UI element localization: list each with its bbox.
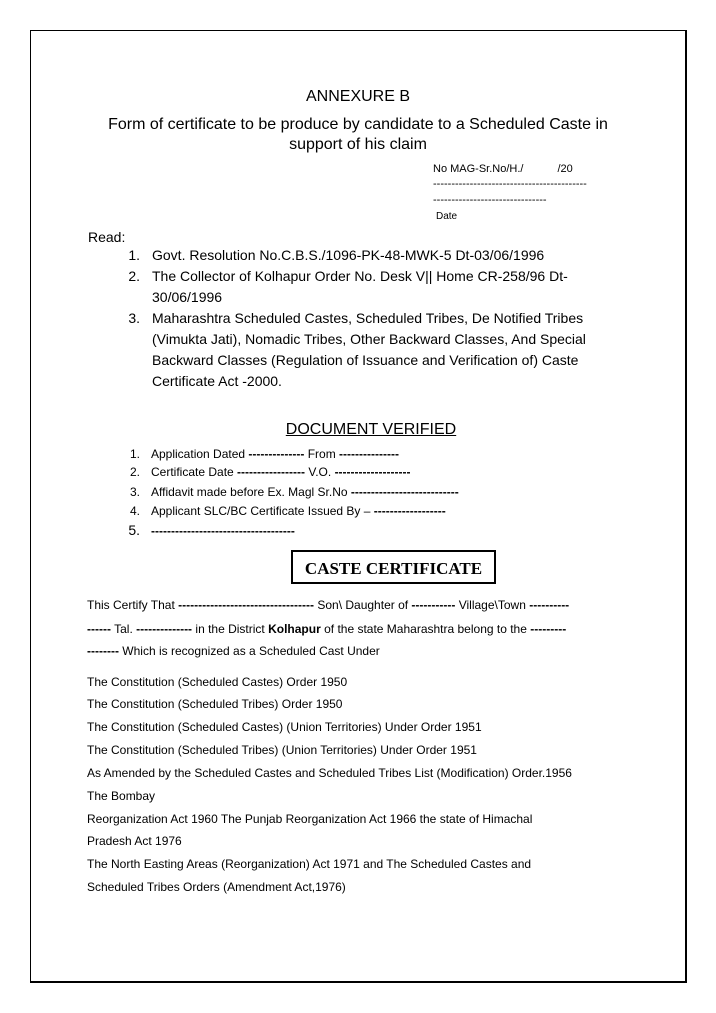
reference-line-2: -------------------------------: [433, 194, 547, 206]
order-line: Reorganization Act 1960 The Punjab Reorganization Act 1966 the state of Himachal: [87, 812, 533, 826]
annexure-title: ANNEXURE B: [305, 88, 411, 105]
order-line: The North Easting Areas (Reorganization) Act 1971 and The Scheduled Castes and: [87, 857, 532, 871]
certify-line-2: ------ Tal. -------------- in the District Kolhapur of the state Maharashtra belong to the ---------: [87, 622, 567, 636]
order-line: The Bombay: [87, 789, 156, 803]
reference-line-1: ------------------------------------------: [433, 178, 587, 190]
order-line: The Constitution (Scheduled Castes) (Union Territories) Under Order 1951: [87, 720, 482, 734]
order-line: The Constitution (Scheduled Castes) Order 1950: [87, 675, 348, 689]
documents-verified-title: DOCUMENT VERIFIED: [285, 421, 457, 438]
read-label: Read:: [88, 229, 126, 245]
reference-year: /20: [557, 163, 573, 175]
reference-no-label: No MAG-Sr.No/H./: [433, 163, 524, 175]
form-title-line2: support of his claim: [289, 136, 427, 153]
certify-line-1: This Certify That ---------------------------------- Son\ Daughter of ----------- Village\Town ----------: [87, 598, 570, 612]
reference-number: [433, 163, 573, 175]
caste-certificate-title: CASTE CERTIFICATE: [304, 559, 483, 578]
order-line: The Constitution (Scheduled Tribes) Order 1950: [87, 697, 343, 711]
order-line: As Amended by the Scheduled Castes and Scheduled Tribes List (Modification) Order.1956: [87, 766, 572, 780]
order-line: Pradesh Act 1976: [87, 834, 182, 848]
form-title-line1: Form of certificate to be produce by candidate to a Scheduled Caste in: [108, 116, 608, 133]
order-line: The Constitution (Scheduled Tribes) (Union Territories) Under Order 1951: [87, 743, 477, 757]
order-line: Scheduled Tribes Orders (Amendment Act,1976): [87, 880, 346, 894]
caste-certificate-box: [291, 550, 496, 584]
date-label: Date: [436, 211, 458, 222]
certify-line-3: -------- Which is recognized as a Scheduled Cast Under: [87, 644, 380, 658]
